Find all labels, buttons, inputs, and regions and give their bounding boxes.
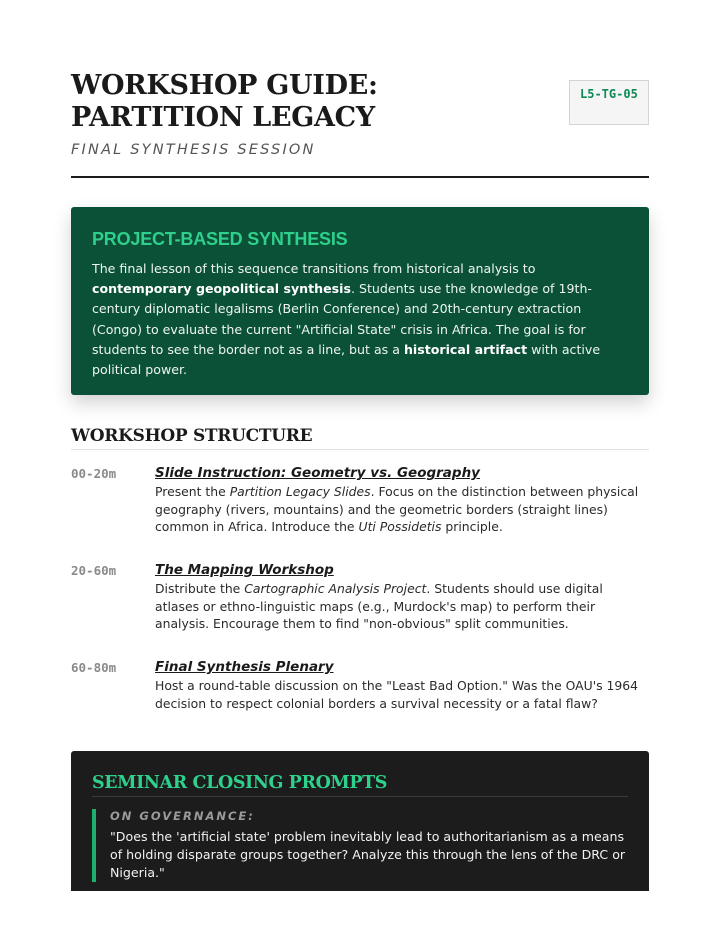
synthesis-text-part: with active political power. [92,341,601,378]
description-part: Distribute the [155,581,245,596]
synthesis-heading: PROJECT-BASED SYNTHESIS [92,229,348,249]
page-header [71,70,649,158]
synthesis-emphasis: historical artifact [403,341,528,357]
schedule-time: 60-80m [71,660,117,675]
description-part: . Focus on the distinction between physical geography (rivers, mountains) and the geometric borders (straight lines) common in Africa. Introduce the [155,484,639,535]
synthesis-panel [71,207,649,395]
schedule-time: 20-60m [71,563,117,578]
schedule-description: Host a round-table discussion on the "Least Bad Option." Was the OAU's 1964 decision to respect colonial borders a survival necessity or a fatal flaw? [155,678,639,711]
schedule-body [155,562,649,633]
structure-heading: WORKSHOP STRUCTURE [71,426,649,450]
prompt-text: "Does the 'artificial state' problem inevitably lead to authoritarianism as a means of holding disparate groups together? Analyze this through the lens of the DRC or Nigeria." [110,829,626,880]
seminar-heading: SEMINAR CLOSING PROMPTS [92,773,628,797]
schedule-title: Slide Instruction: Geometry vs. Geography [155,465,480,481]
schedule-title: The Mapping Workshop [155,562,334,578]
schedule-description [155,483,649,536]
description-emphasis: Cartographic Analysis Project [244,581,427,596]
description-part: Present the [155,484,230,499]
synthesis-emphasis: contemporary geopolitical synthesis [92,281,351,297]
seminar-panel [71,751,649,891]
schedule-time: 00-20m [71,466,117,481]
schedule-body [155,659,649,712]
schedule-description [155,580,649,633]
schedule-body [155,465,649,536]
synthesis-text-part: The final lesson of this sequence transitions from historical analysis to [92,261,536,276]
synthesis-text-part: . Students use the knowledge of 19th-century diplomatic legalisms (Berlin Conference) and 20th-century extraction (Congo) to evaluate the current "Artificial State" crisis in Africa. The goal is for students to see the border not as a line, but as a [92,281,592,357]
header-divider [71,176,649,178]
page-title: WORKSHOP GUIDE: PARTITION LEGACY [71,70,378,133]
synthesis-text [92,259,628,380]
schedule-title: Final Synthesis Plenary [155,659,334,675]
document-code-badge: L5-TG-05 [569,80,649,125]
description-part: . Students should use digital atlases or ethno-linguistic maps (e.g., Murdock's map) to perform their analysis. Encourage them to find "non-obvious" split communities. [155,581,603,632]
description-part: principle. [441,519,503,535]
seminar-prompt [92,809,628,882]
description-emphasis: Uti Possidetis [358,519,442,535]
prompt-label: ON GOVERNANCE: [110,809,255,823]
page-subtitle: FINAL SYNTHESIS SESSION [71,142,316,158]
description-emphasis: Partition Legacy Slides [229,484,371,499]
